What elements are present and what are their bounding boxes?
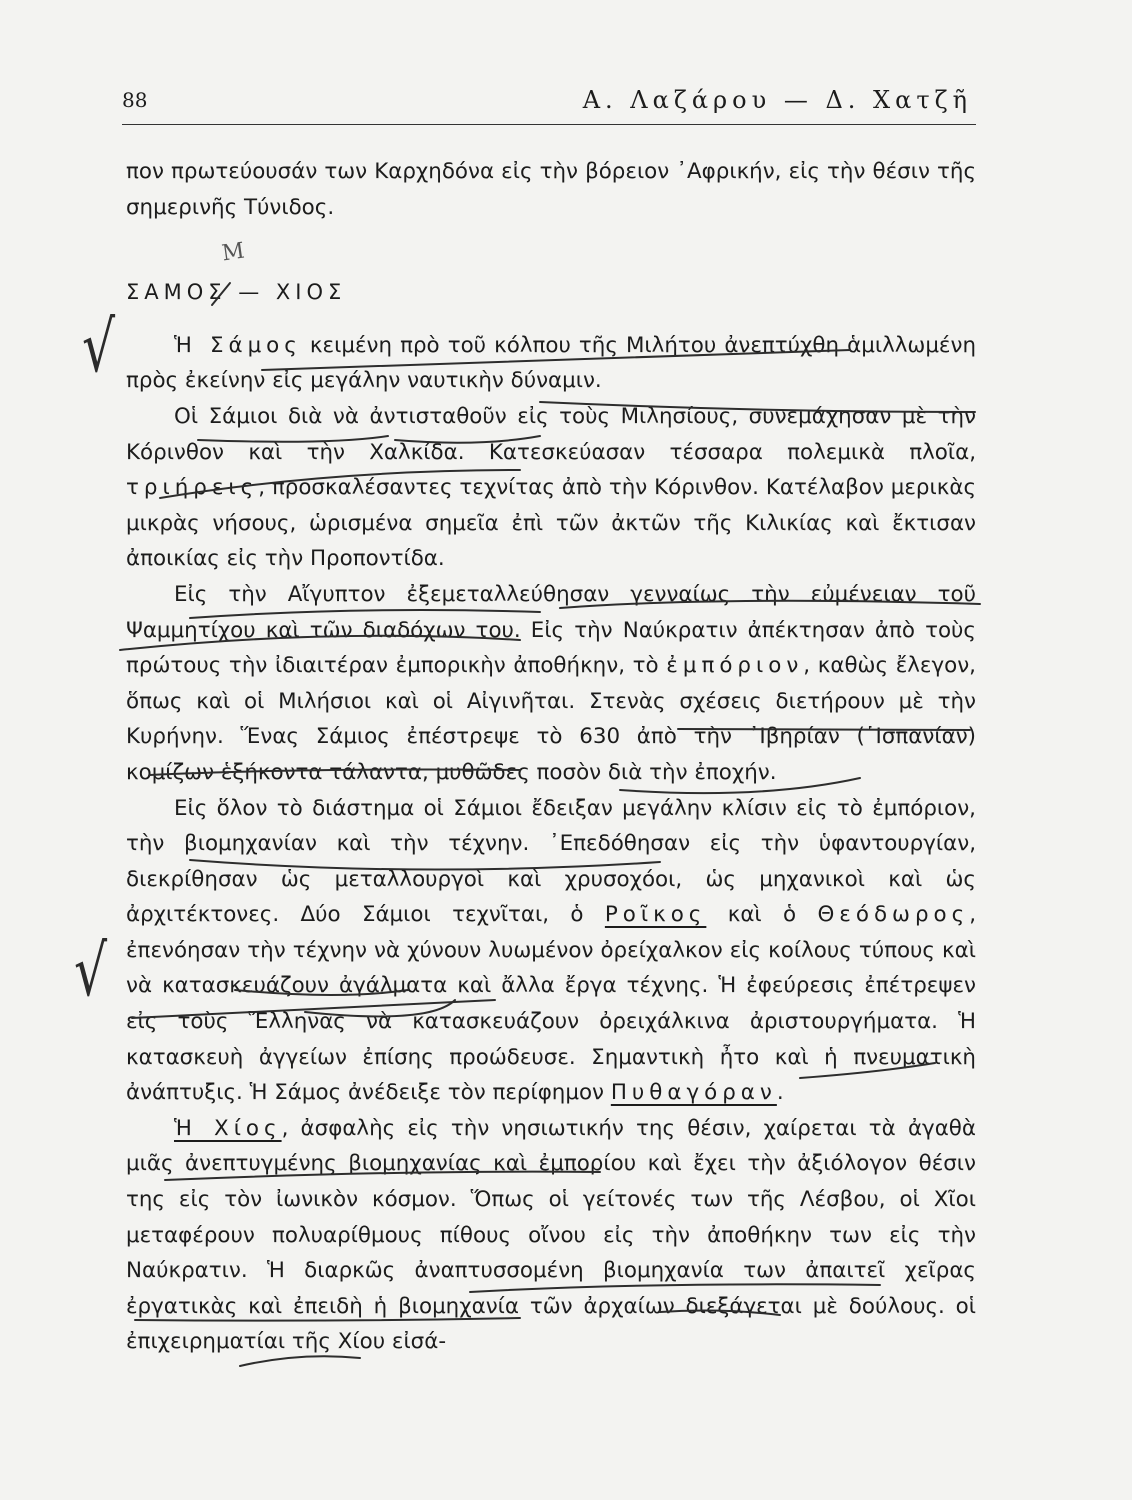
samos-p3-text-b: , καθὼς ἔλεγον, ὅπως καὶ οἱ Μιλήσιοι καὶ οἱ Αἰγινῆται. Στενὰς σχέσεις διετήρουν μὲ τὴν Κυρήνην. Ἕνας Σάμιος ἐπέστρεψε τὸ 630 ἀπὸ τὴν ᾿Ιβηρίαν (῾Ισπανίαν) κομίζων ἑξήκοντα τάλαντα, μυθῶδες ποσὸν διὰ τὴν ἐποχήν.: [126, 653, 976, 785]
samos-p3-text-a: Εἰς τὴν Αἴγυπτον ἐξεμεταλλεύθησαν γενναίως τὴν εὐμένειαν τοῦ Ψαμμητίχου καὶ τῶν διαδόχων του. Εἰς τὴν Ναύκρατιν ἀπέκτησαν ἀπὸ τοὺς πρώτους τὴν ἰδιαιτέραν ἐμπορικὴν ἀποθήκην, τὸ: [126, 581, 976, 679]
samos-p4-text-a: Εἰς ὅλον τὸ διάστημα οἱ Σάμιοι ἔδειξαν μεγάλην κλίσιν εἰς τὸ ἐμπόριον, τὴν βιομηχανίαν καὶ τὴν τέχνην. ᾿Επεδόθησαν εἰς τὴν ὑφαντουργίαν, διεκρίθησαν ὡς μεταλλουργοὶ καὶ χρυσοχόοι, ὡς μηχανικοὶ καὶ ὡς ἀρχιτέκτονες. Δύο Σάμιοι τεχνῖται, ὁ: [126, 795, 976, 928]
samos-name: Ἡ Σάμος: [174, 332, 302, 358]
roikos-name: Ροῖκος: [604, 902, 707, 928]
samos-p2-text-b: , προσκαλέσαντες τεχνίτας ἀπὸ τὴν Κόρινθον. Κατέλαβον μερικὰς μικρὰς νήσους, ὡρισμένα σημεῖα ἐπὶ τῶν ἀκτῶν τῆς Κιλικίας καὶ ἔκτισαν ἀποικίας εἰς τὴν Προποντίδα.: [126, 475, 976, 572]
page-number: 88: [122, 88, 148, 112]
intro-paragraph: πον πρωτεύουσάν των Καρχηδόνα εἰς τὴν βόρειον ᾿Αφρικήν, εἰς τὴν θέσιν τῆς σημερινῆς Τύνιδος.: [126, 159, 976, 220]
triremes-term: τριήρεις: [126, 475, 259, 501]
samos-paragraph-1: [126, 328, 976, 399]
samos-p4-end: .: [776, 1080, 784, 1106]
samos-paragraph-2: [126, 399, 976, 577]
samos-p4-text-b: καὶ ὁ: [727, 902, 797, 928]
theodoros-name: Θεόδωρος: [817, 902, 970, 928]
samos-p4-text-c: , ἐπενόησαν τὴν τέχνην νὰ χύνουν λυωμένον ὀρείχαλκον εἰς κοίλους τύπους καὶ νὰ κατασκευάζουν ἀγάλματα καὶ ἄλλα ἔργα τέχνης. Ἡ ἐφεύρεσις ἐπέτρεψεν εἰς τοὺς Ἕλληνας νὰ κατασκευάζουν ὀρειχάλκινα ἀριστουργήματα. Ἡ κατασκευὴ ἀγγείων ἐπίσης προώδευσε. Σημαντικὴ ἦτο καὶ ἡ πνευματικὴ ἀνάπτυξις. Ἡ Σάμος ἀνέδειξε τὸν περίφημον: [126, 902, 976, 1106]
pythagoras-name: Πυθαγόραν: [610, 1080, 777, 1106]
chios-text: , ἀσφαλὴς εἰς τὴν νησιωτικήν της θέσιν, χαίρεται τὰ ἀγαθὰ μιᾶς ἀνεπτυγμένης βιομηχανίας καὶ ἐμπορίου καὶ ἔχει τὴν ἀξιόλογον θέσιν της εἰς τὸν ἰωνικὸν κόσμον. Ὅπως οἱ γείτονές των τῆς Λέσβου, οἱ Χῖοι μεταφέρουν πολυαρίθμους πίθους οἴνου εἰς τὴν ἀποθήκην των εἰς τὴν Ναύκρατιν. Ἡ διαρκῶς ἀναπτυσσομένη βιομηχανία των ἀπαιτεῖ χεῖρας ἐργατικὰς καὶ ἐπειδὴ ἡ βιομηχανία τῶν ἀρχαίων διεξάγεται μὲ δούλους. οἱ ἐπιχειρηματίαι τῆς Χίου εἰσά-: [126, 1115, 976, 1355]
body-text: [126, 154, 976, 1360]
samos-p2-text-a: Οἱ Σάμιοι διὰ νὰ ἀντισταθοῦν εἰς τοὺς Μιλησίους, συνεμάχησαν μὲ τὴν Κόρινθον καὶ τὴν Χαλκίδα. Κατεσκεύασαν τέσσαρα πολεμικὰ πλοῖα,: [126, 403, 976, 465]
samos-paragraph-4: [126, 791, 976, 1111]
margin-pencil-mark: M: [220, 238, 247, 267]
samos-p1-text: κειμένη πρὸ τοῦ κόλπου τῆς Μιλήτου ἀνεπτύχθη ἁμιλλωμένη πρὸς ἐκείνην εἰς μεγάλην ναυτικὴν δύναμιν.: [126, 332, 976, 394]
chios-paragraph: [126, 1111, 976, 1360]
page-header: [122, 84, 976, 125]
handwritten-checkmark-icon: √: [82, 307, 116, 389]
section-title: ΣΑΜΟΣ — ΧΙΟΣ: [126, 280, 347, 305]
chios-name: Ἡ Χίος: [174, 1115, 282, 1141]
running-head: Α. Λαζάρου — Δ. Χατζῆ: [582, 86, 972, 114]
handwritten-checkmark-icon: √: [74, 931, 108, 1013]
emporion-term: ἐμπόριον: [666, 653, 804, 679]
samos-paragraph-3: [126, 577, 976, 791]
